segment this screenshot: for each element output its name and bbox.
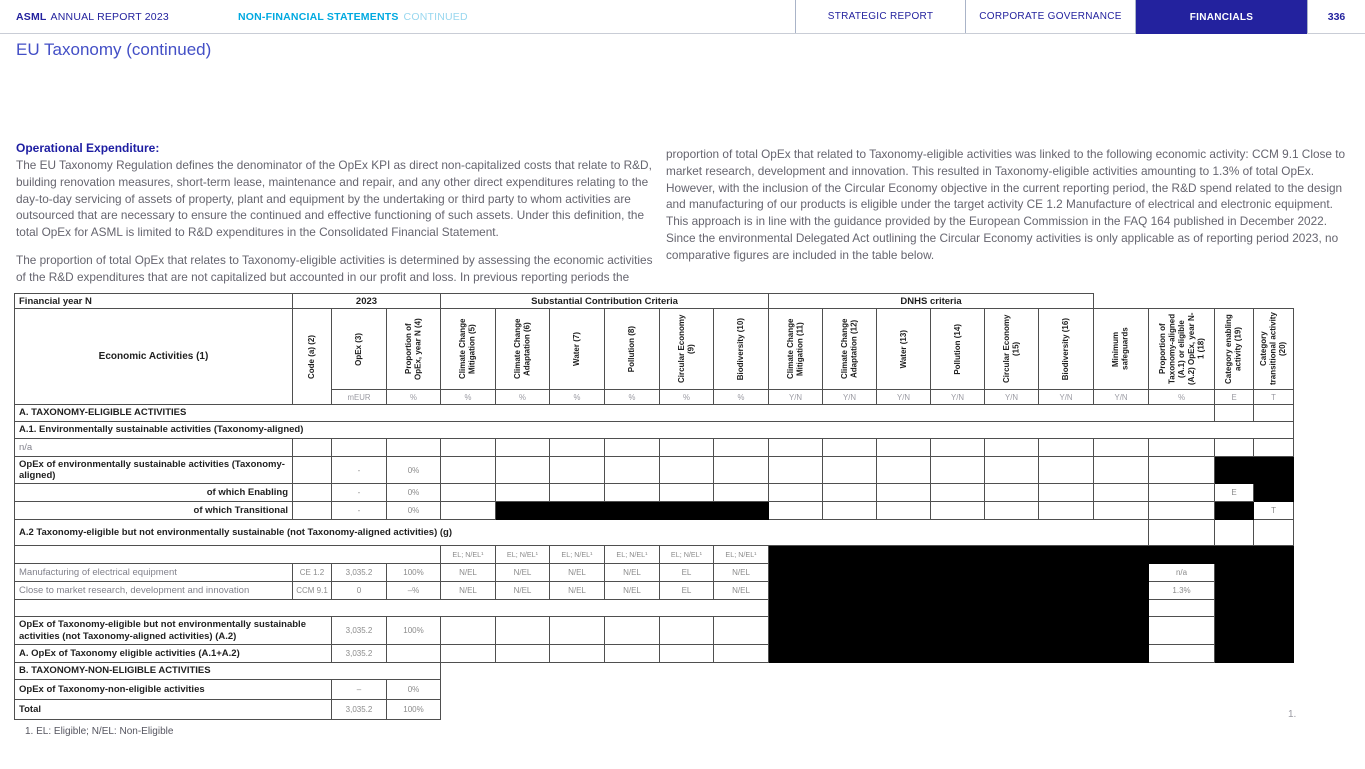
opex-value: -: [332, 502, 387, 520]
empty-cell: [293, 457, 332, 484]
col-header-cat-transitional: Category transitional activity (20): [1254, 309, 1294, 390]
nav-tabs: [795, 0, 1365, 34]
section-label: NON-FINANCIAL STATEMENTS: [238, 10, 399, 23]
empty-cell: [496, 644, 550, 662]
section-a-label: A. TAXONOMY-ELIGIBLE ACTIVITIES: [15, 405, 1215, 422]
empty-cell: [441, 502, 496, 520]
row-opex-aligned: [15, 457, 1294, 484]
redacted-cell: [769, 546, 1294, 564]
row-section-a1: [15, 422, 1294, 439]
empty-cell: [550, 439, 605, 457]
empty-cell: [1215, 439, 1254, 457]
col-header-water13: Water (13): [877, 309, 931, 390]
row-transitional: [15, 502, 1294, 520]
empty-cell: [550, 617, 605, 644]
empty-cell: [714, 439, 769, 457]
unit-cell: Y/N: [877, 390, 931, 405]
opex-value: –: [332, 679, 387, 699]
scc-value: N/EL: [550, 582, 605, 600]
unit-cell: %: [714, 390, 769, 405]
opex-aligned-label: OpEx of environmentally sustainable activities (Taxonomy-aligned): [15, 457, 293, 484]
proportion-value: 100%: [387, 617, 441, 644]
row-close-to-market: [15, 582, 1294, 600]
unit-cell: %: [550, 390, 605, 405]
empty-cell: [605, 617, 660, 644]
empty-cell: [1149, 520, 1215, 546]
code-value: CCM 9.1: [293, 582, 332, 600]
brand-asml: ASML: [16, 10, 47, 23]
section-a1-label: A.1. Environmentally sustainable activities (Taxonomy-aligned): [15, 422, 1294, 439]
empty-cell: [15, 546, 441, 564]
code-value: CE 1.2: [293, 564, 332, 582]
redacted-cell: [1215, 617, 1294, 644]
unit-cell: %: [441, 390, 496, 405]
redacted-cell: [1254, 484, 1294, 502]
empty-cell: [605, 484, 660, 502]
total-label: Total: [15, 699, 332, 719]
opex-a-label: A. OpEx of Taxonomy eligible activities (A.1+A.2): [15, 644, 332, 662]
redacted-cell: [769, 564, 1149, 582]
section-continued: CONTINUED: [403, 10, 468, 23]
empty-cell: [660, 484, 714, 502]
redacted-cell: [769, 582, 1149, 600]
col-header-pollution14: Pollution (14): [931, 309, 985, 390]
prop-n1-value: n/a: [1149, 564, 1215, 582]
empty-cell: [496, 484, 550, 502]
col-header-water7: Water (7): [550, 309, 605, 390]
scc-value: N/EL: [441, 582, 496, 600]
empty-cell: [985, 439, 1039, 457]
opex-a2-label: OpEx of Taxonomy-eligible but not environmentally sustainable activities (not Taxonomy-aligned activities) (A.2): [15, 617, 332, 644]
opex-value: -: [332, 484, 387, 502]
empty-cell: [550, 457, 605, 484]
col-header-cat-enabling: Category enabling activity (19): [1215, 309, 1254, 390]
col-header-ccm11: Climate Change Mitigation (11): [769, 309, 823, 390]
empty-cell: [823, 502, 877, 520]
unit-cell: Y/N: [985, 390, 1039, 405]
tab-corporate-governance[interactable]: CORPORATE GOVERNANCE: [965, 0, 1135, 33]
proportion-value: 100%: [387, 564, 441, 582]
unit-cell: %: [605, 390, 660, 405]
empty-cell: [931, 457, 985, 484]
el-nel-cell: EL; N/EL¹: [605, 546, 660, 564]
table-footnote: 1. EL: Eligible; N/EL: Non-Eligible: [25, 726, 174, 737]
eu-taxonomy-opex-table: [14, 293, 1297, 720]
empty-cell: [1254, 405, 1294, 422]
unit-cell: Y/N: [823, 390, 877, 405]
empty-cell: [441, 699, 1297, 720]
row-opex-a2-total: [15, 617, 1294, 644]
prop-n1-value: 1.3%: [1149, 582, 1215, 600]
empty-cell: [1094, 502, 1149, 520]
empty-cell: [1149, 502, 1215, 520]
empty-cell: [605, 439, 660, 457]
redacted-cell: [769, 617, 1149, 644]
empty-cell: [1094, 484, 1149, 502]
el-nel-cell: EL; N/EL¹: [441, 546, 496, 564]
report-title: ANNUAL REPORT 2023: [50, 10, 169, 23]
empty-cell: [1149, 484, 1215, 502]
opex-non-label: OpEx of Taxonomy-non-eligible activities: [15, 679, 332, 699]
row-section-a2: [15, 520, 1294, 546]
body-column-left: [16, 157, 658, 297]
scc-value: EL: [660, 564, 714, 582]
empty-cell: [823, 439, 877, 457]
empty-cell: [1254, 520, 1294, 546]
transitional-label: of which Transitional: [15, 502, 293, 520]
paragraph: proportion of total OpEx that related to Taxonomy-eligible activities was linked to the following economic activity: CCM 9.1 Close to market research, development and innovation. This resulted in Taxonomy-eligible activities amounting to 1.3% of total OpEx. However, with the inclusion of the Circular Economy objective in the current reporting period, the R&D spend related to the design and manufacturing of our products is eligible under the target activity CE 1.2 Manufacture of electrical and electronic equipment. This approach is in line with the guidance provided by the European Commission in the FAQ 164 published in December 2022. Since the environmental Delegated Act outlining the Circular Economy activities is only applicable as of reporting period 2023, no comparative figures are included in the table below.: [666, 147, 1346, 262]
empty-cell: [769, 502, 823, 520]
empty-cell: [985, 484, 1039, 502]
el-nel-cell: EL; N/EL¹: [714, 546, 769, 564]
empty-cell: [714, 644, 769, 662]
report-brand-line: [16, 0, 169, 33]
row-el-nel-header: [15, 546, 1294, 564]
empty-cell: [769, 439, 823, 457]
empty-cell: [387, 644, 441, 662]
scc-value: EL: [660, 582, 714, 600]
page-number: 336: [1307, 0, 1365, 33]
scc-value: N/EL: [714, 582, 769, 600]
unit-cell: Y/N: [769, 390, 823, 405]
row-enabling: [15, 484, 1294, 502]
tab-financials[interactable]: FINANCIALS: [1135, 0, 1307, 34]
proportion-value: 0%: [387, 457, 441, 484]
activity-label: Close to market research, development and innovation: [15, 582, 293, 600]
unit-cell: T: [1254, 390, 1294, 405]
empty-cell: [1094, 294, 1294, 309]
na-label: n/a: [15, 439, 293, 457]
col-header-prop-n1: Proportion of Taxonomy-aligned (A.1) or eligible (A.2) OpEx, year N-1 (18): [1149, 309, 1215, 390]
empty-cell: [1039, 484, 1094, 502]
row-na: [15, 439, 1294, 457]
category-e-value: E: [1215, 484, 1254, 502]
section-a2-label: A.2 Taxonomy-eligible but not environmentally sustainable (not Taxonomy-aligned activities) (g): [15, 520, 1149, 546]
row-total: [15, 699, 1294, 719]
col-header-cca12: Climate Change Adaptation (12): [823, 309, 877, 390]
scc-value: N/EL: [496, 582, 550, 600]
empty-cell: [877, 439, 931, 457]
section-line: [238, 0, 468, 33]
row-manufacturing: [15, 564, 1294, 582]
header-row-groups: [15, 294, 1294, 309]
redacted-cell: [496, 502, 769, 520]
empty-cell: [550, 484, 605, 502]
col-header-proportion: Proportion of OpEx, year N (4): [387, 309, 441, 390]
empty-cell: [985, 457, 1039, 484]
unit-cell: %: [496, 390, 550, 405]
empty-cell: [877, 484, 931, 502]
col-header-min-safeguards: Minimum safeguards: [1094, 309, 1149, 390]
empty-cell: [496, 617, 550, 644]
opex-value: -: [332, 457, 387, 484]
opex-value: 3,035.2: [332, 564, 387, 582]
dnhs-group-cell: DNHS criteria: [769, 294, 1094, 309]
empty-cell: [441, 457, 496, 484]
empty-cell: [550, 644, 605, 662]
col-header-circular15: Circular Economy (15): [985, 309, 1039, 390]
opex-value: 3,035.2: [332, 644, 387, 662]
empty-cell: [441, 679, 1294, 699]
empty-cell: [293, 439, 332, 457]
empty-cell: [1039, 439, 1094, 457]
empty-cell: [660, 457, 714, 484]
year-cell: 2023: [293, 294, 441, 309]
empty-cell: [823, 484, 877, 502]
opex-value: 3,035.2: [332, 617, 387, 644]
empty-cell: [823, 457, 877, 484]
empty-cell: [660, 617, 714, 644]
tab-strategic-report[interactable]: STRATEGIC REPORT: [795, 0, 965, 33]
col-header-ccm5: Climate Change Mitigation (5): [441, 309, 496, 390]
col-header-cca6: Climate Change Adaptation (6): [496, 309, 550, 390]
row-opex-a-total: [15, 644, 1294, 662]
top-bar: [0, 0, 1365, 34]
col-header-biodiversity10: Biodiversity (10): [714, 309, 769, 390]
empty-cell: [441, 484, 496, 502]
opex-table: [14, 293, 1297, 720]
scc-value: N/EL: [605, 582, 660, 600]
redacted-cell: [1215, 457, 1294, 484]
redacted-cell: [1215, 644, 1294, 662]
row-opex-non-eligible: [15, 679, 1294, 699]
empty-cell: [496, 439, 550, 457]
empty-cell: [605, 457, 660, 484]
empty-cell: [1254, 439, 1294, 457]
unit-cell: %: [660, 390, 714, 405]
unit-cell: E: [1215, 390, 1254, 405]
empty-cell: [931, 484, 985, 502]
empty-cell: [1094, 457, 1149, 484]
el-nel-cell: EL; N/EL¹: [660, 546, 714, 564]
empty-cell: [15, 600, 769, 617]
section-heading: Operational Expenditure:: [16, 141, 160, 155]
header-row-columns: [15, 309, 1294, 390]
scc-group-cell: Substantial Contribution Criteria: [441, 294, 769, 309]
empty-cell: [605, 644, 660, 662]
empty-cell: [985, 502, 1039, 520]
financial-year-cell: Financial year N: [15, 294, 293, 309]
empty-cell: [877, 457, 931, 484]
unit-cell: %: [387, 390, 441, 405]
redacted-cell: [1215, 582, 1294, 600]
col-header-circular9: Circular Economy (9): [660, 309, 714, 390]
empty-cell: [1094, 439, 1149, 457]
empty-cell: [441, 439, 496, 457]
empty-cell: [1039, 457, 1094, 484]
activity-label: Manufacturing of electrical equipment: [15, 564, 293, 582]
col-header-opex: OpEx (3): [332, 309, 387, 390]
col-header-pollution8: Pollution (8): [605, 309, 660, 390]
empty-cell: [1149, 600, 1215, 617]
scc-value: N/EL: [550, 564, 605, 582]
redacted-cell: [1215, 502, 1254, 520]
empty-cell: [1149, 439, 1215, 457]
unit-cell: mEUR: [332, 390, 387, 405]
empty-cell: [1149, 457, 1215, 484]
redacted-cell: [1215, 600, 1294, 617]
col-header-biodiversity16: Biodiversity (16): [1039, 309, 1094, 390]
empty-cell: [496, 457, 550, 484]
empty-cell: [931, 502, 985, 520]
unit-cell: Y/N: [1094, 390, 1149, 405]
body-column-right: [666, 146, 1358, 275]
empty-cell: [441, 644, 496, 662]
row-spacer: [15, 600, 1294, 617]
empty-cell: [1215, 405, 1254, 422]
empty-cell: [1039, 502, 1094, 520]
economic-activities-header: Economic Activities (1): [15, 309, 293, 405]
empty-cell: [769, 484, 823, 502]
empty-cell: [660, 644, 714, 662]
opex-value: 0: [332, 582, 387, 600]
opex-value: 3,035.2: [332, 699, 387, 719]
row-section-b: [15, 662, 1294, 679]
empty-cell: [1149, 617, 1215, 644]
redacted-cell: [769, 644, 1149, 662]
redacted-cell: [769, 600, 1149, 617]
empty-cell: [714, 617, 769, 644]
paragraph: The proportion of total OpEx that relates to Taxonomy-eligible activities is determined by assessing the economic activities of the R&D expenditures that are not capitalized but accounted in our profit and loss. In previous reporting periods the: [16, 252, 653, 284]
unit-cell: Y/N: [1039, 390, 1094, 405]
page-title: EU Taxonomy (continued): [16, 40, 212, 59]
unit-cell: Y/N: [931, 390, 985, 405]
margin-note: 1.: [1288, 709, 1297, 720]
redacted-cell: [1215, 564, 1294, 582]
empty-cell: [714, 457, 769, 484]
empty-cell: [441, 617, 496, 644]
proportion-value: –%: [387, 582, 441, 600]
paragraph: The EU Taxonomy Regulation defines the denominator of the OpEx KPI as direct non-capitalized costs that relate to R&D, building renovation measures, short-term lease, maintenance and repair, and any other direct expenditures relating to the day-to-day servicing of assets of property, plant and equipment by the undertaking or third party to whom activities are outsourced that are necessary to ensure the continued and effective functioning of such assets. Under this definition, the total OpEx for ASML is limited to R&D expenditures in the Consolidated Financial Statement.: [16, 158, 652, 240]
empty-cell: [332, 439, 387, 457]
scc-value: N/EL: [496, 564, 550, 582]
section-b-label: B. TAXONOMY-NON-ELIGIBLE ACTIVITIES: [15, 662, 441, 679]
el-nel-cell: EL; N/EL¹: [550, 546, 605, 564]
scc-value: N/EL: [714, 564, 769, 582]
empty-cell: [387, 439, 441, 457]
scc-value: N/EL: [441, 564, 496, 582]
proportion-value: 0%: [387, 484, 441, 502]
proportion-value: 0%: [387, 502, 441, 520]
empty-cell: [769, 457, 823, 484]
empty-cell: [441, 662, 1294, 679]
proportion-value: 0%: [387, 679, 441, 699]
row-section-a: [15, 405, 1294, 422]
proportion-value: 100%: [387, 699, 441, 719]
unit-cell: %: [1149, 390, 1215, 405]
enabling-label: of which Enabling: [15, 484, 293, 502]
scc-value: N/EL: [605, 564, 660, 582]
empty-cell: [293, 502, 332, 520]
empty-cell: [877, 502, 931, 520]
col-header-code: Code (a) (2): [293, 309, 332, 405]
empty-cell: [293, 484, 332, 502]
el-nel-cell: EL; N/EL¹: [496, 546, 550, 564]
empty-cell: [1149, 644, 1215, 662]
empty-cell: [1215, 520, 1254, 546]
category-t-value: T: [1254, 502, 1294, 520]
empty-cell: [660, 439, 714, 457]
empty-cell: [714, 484, 769, 502]
empty-cell: [931, 439, 985, 457]
